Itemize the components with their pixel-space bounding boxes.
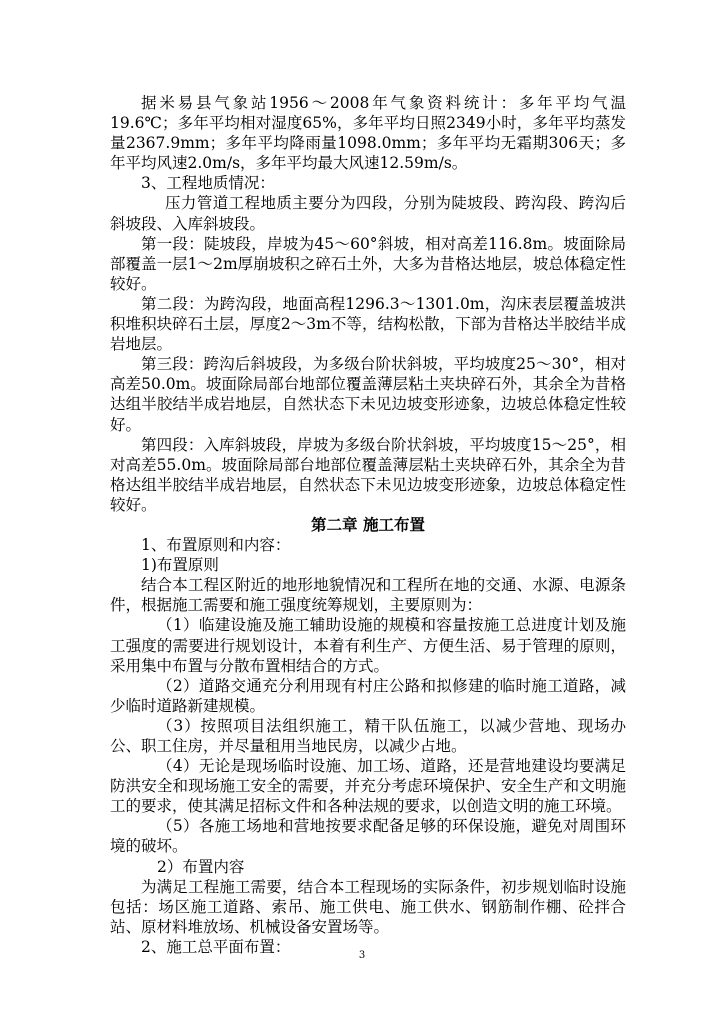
principle-item-1: （1）临建设施及施工辅助设施的规模和容量按施工总进度计划及施工强度的需要进行规划设计，本着有利生产、方便生活、易于管理的原则，采用集中布置与分散布置相结合的方式。 — [110, 616, 626, 675]
section-one-paragraph: 第一段：陡坡段，岸坡为45～60°斜坡，相对高差116.8m。坡面除局部覆盖一层1～2m厚崩坡积之碎石土外，大多为昔格达地层，坡总体稳定性较好。 — [110, 234, 626, 293]
principle-item-4: （4）无论是现场临时设施、加工场、道路，还是营地建设均要满足防洪安全和现场施工安全的需要，并充分考虑环境保护、安全生产和文明施工的要求，使其满足招标文件和各种法规的要求，以创造文明的施工环境。 — [110, 757, 626, 816]
content-paragraph: 为满足工程施工需要，结合本工程现场的实际条件，初步规划临时设施包括：场区施工道路、索吊、施工供电、施工供水、钢筋制作棚、砼拌合站、原材料堆放场、机械设备安置场等。 — [110, 877, 626, 936]
section-three-paragraph: 第三段：跨沟后斜坡段，为多级台阶状斜坡，平均坡度25～30°，相对高差50.0m。坡面除局部台地部位覆盖薄层粘土夹块碎石外，其余全为昔格达组半胶结半成岩地层，自然状态下未见边坡变形迹象，边坡总体稳定性较好。 — [110, 355, 626, 434]
principles-subheading: 1)布置原则 — [141, 556, 219, 575]
principle-item-5: （5）各施工场地和营地按要求配备足够的环保设施，避免对周围环境的破坏。 — [110, 817, 626, 856]
principle-item-2: （2）道路交通充分利用现有村庄公路和拟修建的临时施工道路，减少临时道路新建规模。 — [110, 676, 626, 715]
geology-heading: 3、工程地质情况： — [141, 174, 275, 193]
chapter-heading: 第二章 施工布置 — [311, 515, 425, 534]
section-two-paragraph: 第二段：为跨沟段，地面高程1296.3～1301.0m，沟床表层覆盖坡洪积堆积块碎石土层，厚度2～3m不等，结构松散，下部为昔格达半胶结半成岩地层。 — [110, 294, 626, 354]
page-number: 3 — [358, 950, 366, 961]
principles-heading: 1、布置原则和内容： — [141, 536, 291, 555]
geology-intro-paragraph: 压力管道工程地质主要分为四段，分别为陡坡段、跨沟段、跨沟后斜坡段、入库斜坡段。 — [110, 194, 626, 233]
document-body — [110, 93, 626, 957]
climate-paragraph: 据米易县气象站1956～2008年气象资料统计：多年平均气温19.6℃；多年平均相对湿度65%，多年平均日照2349小时，多年平均蒸发量2367.9mm；多年平均降雨量1098.0mm；多年平均无霜期306天；多年平均风速2.0m/s，多年平均最大风速12.59m/s。 — [110, 94, 626, 173]
layout-heading: 2、施工总平面布置： — [141, 937, 291, 956]
principle-item-3: （3）按照项目法组织施工，精干队伍施工，以减少营地、现场办公、职工住房，并尽量租用当地民房，以减少占地。 — [110, 716, 626, 755]
content-subheading: 2）布置内容 — [157, 857, 245, 876]
principles-intro-paragraph: 结合本工程区附近的地形地貌情况和工程所在地的交通、水源、电源条件，根据施工需要和施工强度统筹规划，主要原则为： — [110, 576, 626, 615]
section-four-paragraph: 第四段：入库斜坡段，岸坡为多级台阶状斜坡，平均坡度15～25°，相对高差55.0m。坡面除局部台地部位覆盖薄层粘土夹块碎石外，其余全为昔格达组半胶结半成岩地层，自然状态下未见边坡变形迹象，边坡总体稳定性较好。 — [110, 435, 626, 514]
